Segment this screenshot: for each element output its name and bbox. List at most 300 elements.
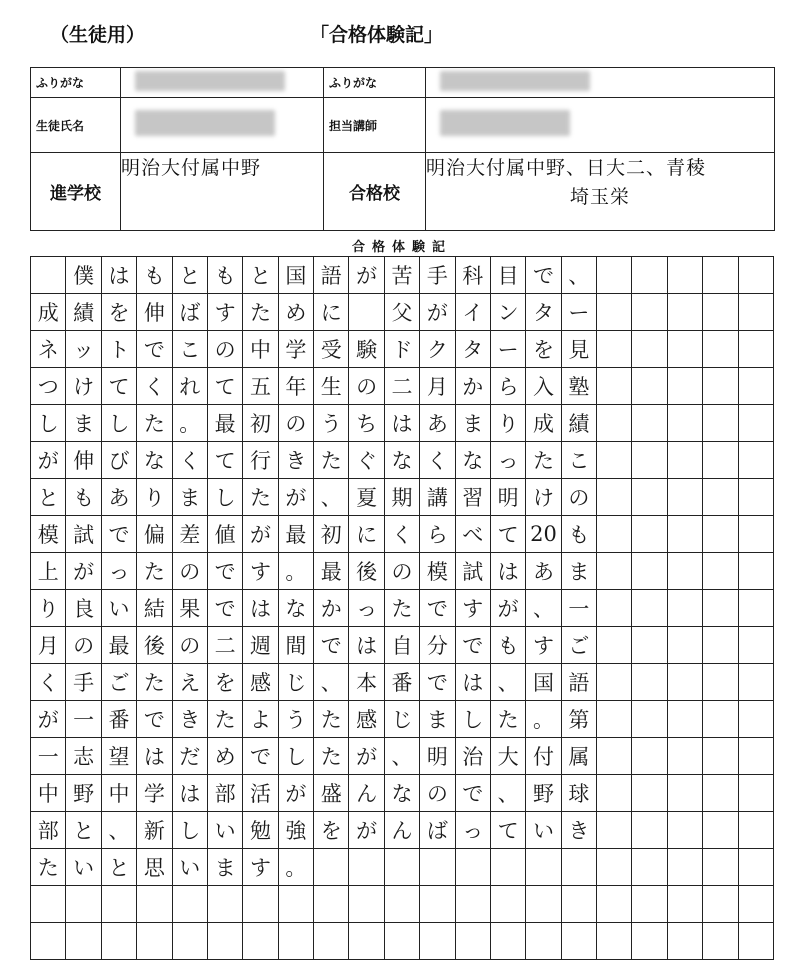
grid-cell: が (279, 479, 314, 516)
grid-cell: 付 (526, 738, 561, 775)
grid-cell: て (102, 368, 137, 405)
grid-cell (420, 849, 455, 886)
grid-cell (279, 886, 314, 923)
grid-cell: 。 (526, 701, 561, 738)
grid-cell (597, 627, 632, 664)
grid-cell: 間 (279, 627, 314, 664)
grid-cell (632, 553, 667, 590)
grid-cell (739, 553, 774, 590)
grid-cell: す (243, 849, 278, 886)
grid-cell: を (526, 331, 561, 368)
grid-cell (562, 923, 597, 960)
grid-cell (668, 701, 703, 738)
grid-cell: く (173, 442, 208, 479)
grid-cell: っ (491, 442, 526, 479)
grid-cell: か (456, 368, 491, 405)
grid-cell: タ (456, 331, 491, 368)
grid-cell: は (385, 405, 420, 442)
grid-cell (739, 331, 774, 368)
grid-cell (597, 590, 632, 627)
grid-cell (703, 442, 738, 479)
grid-cell: い (208, 812, 243, 849)
grid-cell (739, 516, 774, 553)
grid-cell (668, 331, 703, 368)
grid-cell: ぐ (349, 442, 384, 479)
grid-cell: 一 (562, 590, 597, 627)
grid-cell: 二 (385, 368, 420, 405)
grid-cell: た (314, 738, 349, 775)
grid-cell: の (279, 405, 314, 442)
grid-cell: 明 (491, 479, 526, 516)
grid-cell: で (456, 627, 491, 664)
grid-cell (739, 257, 774, 294)
grid-cell: ら (420, 516, 455, 553)
grid-cell: ま (420, 701, 455, 738)
grid-cell (491, 849, 526, 886)
grid-cell (349, 886, 384, 923)
grid-cell (739, 664, 774, 701)
grid-cell: く (31, 664, 66, 701)
grid-cell (456, 886, 491, 923)
grid-cell (456, 923, 491, 960)
grid-cell (703, 812, 738, 849)
grid-cell (597, 923, 632, 960)
grid-cell: も (562, 516, 597, 553)
grid-cell: だ (173, 738, 208, 775)
grid-cell (703, 775, 738, 812)
teacher-furigana-redacted (426, 68, 775, 98)
grid-cell: 中 (243, 331, 278, 368)
grid-cell: で (526, 257, 561, 294)
grid-cell (597, 775, 632, 812)
teacher-name-redacted (426, 98, 775, 153)
grid-cell: ッ (66, 331, 101, 368)
grid-cell (562, 886, 597, 923)
grid-cell: が (491, 590, 526, 627)
grid-cell: 結 (137, 590, 172, 627)
grid-cell: 差 (173, 516, 208, 553)
grid-cell: 年 (279, 368, 314, 405)
grid-cell: 月 (31, 627, 66, 664)
grid-cell (526, 849, 561, 886)
grid-cell: け (526, 479, 561, 516)
grid-cell: 、 (314, 479, 349, 516)
grid-cell: で (208, 553, 243, 590)
grid-cell (314, 886, 349, 923)
grid-cell (668, 257, 703, 294)
grid-cell: な (279, 590, 314, 627)
grid-cell: 最 (279, 516, 314, 553)
grid-cell: た (208, 701, 243, 738)
grid-cell (703, 553, 738, 590)
grid-cell (314, 923, 349, 960)
grid-cell: の (562, 479, 597, 516)
grid-cell: き (173, 701, 208, 738)
grid-cell: 績 (562, 405, 597, 442)
grid-cell: と (243, 257, 278, 294)
grid-cell: 、 (314, 664, 349, 701)
grid-cell: 科 (456, 257, 491, 294)
grid-cell (703, 294, 738, 331)
grid-cell: 生 (314, 368, 349, 405)
grid-cell: 、 (491, 775, 526, 812)
grid-cell: と (102, 849, 137, 886)
grid-cell (597, 516, 632, 553)
grid-cell: て (208, 368, 243, 405)
grid-cell (668, 775, 703, 812)
grid-cell: は (243, 590, 278, 627)
grid-cell: 語 (314, 257, 349, 294)
grid-cell (668, 664, 703, 701)
info-table (30, 67, 775, 231)
grid-cell (597, 257, 632, 294)
grid-cell: 験 (349, 331, 384, 368)
grid-cell: き (562, 812, 597, 849)
grid-cell: 明 (420, 738, 455, 775)
student-furigana-label: ふりがな (31, 68, 121, 98)
grid-cell: 球 (562, 775, 597, 812)
passed-school-line2: 埼玉栄 (569, 186, 630, 208)
grid-cell: 中 (102, 775, 137, 812)
grid-cell: 盛 (314, 775, 349, 812)
grid-cell: で (314, 627, 349, 664)
grid-cell: で (102, 516, 137, 553)
grid-cell (597, 738, 632, 775)
grid-cell: 新 (137, 812, 172, 849)
grid-cell: が (279, 775, 314, 812)
grid-cell: 入 (526, 368, 561, 405)
grid-cell: に (314, 294, 349, 331)
grid-cell: す (456, 590, 491, 627)
grid-cell (739, 775, 774, 812)
grid-cell: し (102, 405, 137, 442)
grid-cell: イ (456, 294, 491, 331)
grid-cell: た (137, 405, 172, 442)
grid-cell: 中 (31, 775, 66, 812)
grid-cell (739, 405, 774, 442)
grid-cell: の (349, 368, 384, 405)
grid-cell (703, 368, 738, 405)
grid-cell: は (137, 738, 172, 775)
grid-cell: 月 (420, 368, 455, 405)
grid-cell (632, 257, 667, 294)
grid-cell: つ (31, 368, 66, 405)
grid-cell: ま (66, 405, 101, 442)
student-name-label: 生徒氏名 (31, 98, 121, 153)
grid-cell: で (137, 701, 172, 738)
grid-cell (137, 923, 172, 960)
grid-cell: タ (526, 294, 561, 331)
grid-cell: 最 (314, 553, 349, 590)
school-value: 明治大付属中野 (121, 153, 324, 231)
grid-cell: じ (385, 701, 420, 738)
grid-cell (703, 738, 738, 775)
grid-cell: 、 (491, 664, 526, 701)
grid-cell: の (385, 553, 420, 590)
grid-cell (632, 627, 667, 664)
grid-cell: た (137, 664, 172, 701)
grid-cell (31, 257, 66, 294)
grid-cell: を (102, 294, 137, 331)
grid-cell (420, 886, 455, 923)
grid-cell (314, 849, 349, 886)
grid-cell: が (420, 294, 455, 331)
grid-cell: で (456, 775, 491, 812)
grid-cell (703, 331, 738, 368)
grid-cell: た (385, 590, 420, 627)
grid-cell (668, 627, 703, 664)
grid-cell (668, 405, 703, 442)
grid-cell (597, 479, 632, 516)
grid-cell (632, 590, 667, 627)
grid-cell: あ (526, 553, 561, 590)
grid-cell: 学 (279, 331, 314, 368)
grid-cell: 最 (208, 405, 243, 442)
grid-cell: 勉 (243, 812, 278, 849)
grid-cell (703, 849, 738, 886)
grid-cell: 夏 (349, 479, 384, 516)
grid-cell (632, 775, 667, 812)
grid-cell (597, 812, 632, 849)
grid-cell: 国 (279, 257, 314, 294)
grid-cell (526, 923, 561, 960)
grid-cell: の (420, 775, 455, 812)
grid-cell (31, 886, 66, 923)
grid-cell: ば (173, 294, 208, 331)
grid-cell: べ (456, 516, 491, 553)
grid-cell: 番 (385, 664, 420, 701)
grid-cell (668, 738, 703, 775)
grid-cell: 五 (243, 368, 278, 405)
grid-cell (703, 701, 738, 738)
grid-cell: 模 (31, 516, 66, 553)
grid-cell (703, 590, 738, 627)
grid-cell: 行 (243, 442, 278, 479)
grid-cell: た (314, 701, 349, 738)
grid-cell (668, 442, 703, 479)
grid-cell: う (314, 405, 349, 442)
grid-cell (66, 923, 101, 960)
passed-school-label: 合格校 (324, 153, 426, 231)
grid-cell: ト (102, 331, 137, 368)
grid-cell: 二 (208, 627, 243, 664)
grid-cell: ー (491, 331, 526, 368)
grid-cell: 偏 (137, 516, 172, 553)
grid-cell: が (66, 553, 101, 590)
grid-cell (632, 701, 667, 738)
grid-cell (632, 479, 667, 516)
grid-cell (526, 886, 561, 923)
grid-cell: の (173, 627, 208, 664)
grid-cell (208, 886, 243, 923)
grid-cell: ん (385, 812, 420, 849)
grid-cell (703, 886, 738, 923)
grid-cell: 、 (526, 590, 561, 627)
grid-cell: 番 (102, 701, 137, 738)
grid-cell: 習 (456, 479, 491, 516)
grid-cell: 一 (31, 738, 66, 775)
grid-cell (632, 812, 667, 849)
grid-cell: ま (173, 479, 208, 516)
grid-cell (739, 590, 774, 627)
grid-cell: い (102, 590, 137, 627)
grid-cell: 、 (385, 738, 420, 775)
grid-cell: く (385, 516, 420, 553)
grid-cell (385, 923, 420, 960)
grid-cell: す (208, 294, 243, 331)
grid-cell: が (349, 812, 384, 849)
grid-cell (66, 886, 101, 923)
grid-cell: 値 (208, 516, 243, 553)
grid-cell: 初 (314, 516, 349, 553)
grid-cell (597, 294, 632, 331)
grid-cell: た (491, 701, 526, 738)
grid-cell (597, 368, 632, 405)
grid-cell (243, 923, 278, 960)
grid-cell: 果 (173, 590, 208, 627)
grid-cell: た (137, 553, 172, 590)
grid-cell: 。 (279, 553, 314, 590)
grid-cell: が (349, 738, 384, 775)
grid-cell: た (243, 294, 278, 331)
grid-cell: 最 (102, 627, 137, 664)
grid-cell: は (491, 553, 526, 590)
grid-cell: し (31, 405, 66, 442)
grid-cell: ら (491, 368, 526, 405)
grid-cell: 塾 (562, 368, 597, 405)
passed-school-line1: 明治大付属中野、日大二、青稜 (426, 157, 707, 179)
grid-cell: 望 (102, 738, 137, 775)
grid-cell (173, 886, 208, 923)
grid-cell (668, 590, 703, 627)
grid-cell: 強 (279, 812, 314, 849)
grid-cell: ネ (31, 331, 66, 368)
grid-cell: 伸 (66, 442, 101, 479)
grid-cell: も (137, 257, 172, 294)
grid-cell: し (456, 701, 491, 738)
grid-cell: 良 (66, 590, 101, 627)
grid-cell (597, 664, 632, 701)
grid-cell: が (31, 442, 66, 479)
grid-cell (703, 516, 738, 553)
grid-cell (632, 886, 667, 923)
grid-cell (632, 516, 667, 553)
grid-cell: は (102, 257, 137, 294)
grid-cell (102, 886, 137, 923)
grid-cell (456, 849, 491, 886)
grid-cell: く (137, 368, 172, 405)
grid-cell: こ (562, 442, 597, 479)
grid-cell (668, 479, 703, 516)
grid-cell: れ (173, 368, 208, 405)
grid-cell (349, 923, 384, 960)
grid-cell: 学 (137, 775, 172, 812)
grid-cell (597, 442, 632, 479)
grid-cell: 。 (279, 849, 314, 886)
grid-cell: ち (349, 405, 384, 442)
grid-cell (632, 368, 667, 405)
grid-cell: 伸 (137, 294, 172, 331)
grid-cell: っ (456, 812, 491, 849)
grid-cell: 自 (385, 627, 420, 664)
grid-cell: で (420, 664, 455, 701)
grid-cell: ご (562, 627, 597, 664)
student-furigana-redacted (121, 68, 324, 98)
grid-cell: を (314, 812, 349, 849)
grid-cell: し (279, 738, 314, 775)
grid-cell: で (243, 738, 278, 775)
grid-cell (420, 923, 455, 960)
grid-cell (739, 738, 774, 775)
manuscript-grid (30, 256, 774, 960)
grid-cell: 週 (243, 627, 278, 664)
grid-cell (632, 664, 667, 701)
grid-cell: い (526, 812, 561, 849)
grid-cell (597, 701, 632, 738)
grid-cell (739, 923, 774, 960)
grid-cell: っ (102, 553, 137, 590)
grid-cell: じ (279, 664, 314, 701)
grid-cell (703, 627, 738, 664)
grid-cell (632, 405, 667, 442)
grid-cell (31, 923, 66, 960)
grid-cell: 僕 (66, 257, 101, 294)
grid-cell (385, 849, 420, 886)
grid-cell: ま (562, 553, 597, 590)
grid-cell: 。 (173, 405, 208, 442)
grid-cell: 本 (349, 664, 384, 701)
grid-cell: で (137, 331, 172, 368)
grid-cell: け (66, 368, 101, 405)
grid-cell: 試 (456, 553, 491, 590)
grid-cell (597, 849, 632, 886)
grid-cell: あ (102, 479, 137, 516)
grid-cell (668, 886, 703, 923)
grid-cell: ド (385, 331, 420, 368)
grid-cell (703, 923, 738, 960)
grid-cell (208, 923, 243, 960)
grid-cell (279, 923, 314, 960)
grid-cell (632, 849, 667, 886)
grid-cell (632, 294, 667, 331)
grid-cell: と (173, 257, 208, 294)
grid-cell: と (31, 479, 66, 516)
grid-cell: く (420, 442, 455, 479)
grid-cell (173, 923, 208, 960)
grid-cell: 手 (420, 257, 455, 294)
grid-cell: 部 (208, 775, 243, 812)
essay-title: 合格体験記 (351, 240, 452, 255)
grid-cell: 語 (562, 664, 597, 701)
grid-cell (668, 553, 703, 590)
grid-cell (597, 405, 632, 442)
grid-cell (243, 886, 278, 923)
grid-cell: ば (420, 812, 455, 849)
grid-cell: も (66, 479, 101, 516)
school-label: 進学校 (31, 153, 121, 231)
grid-cell: 見 (562, 331, 597, 368)
grid-cell: て (208, 442, 243, 479)
grid-cell: な (385, 442, 420, 479)
grid-cell: 分 (420, 627, 455, 664)
grid-cell: ん (349, 775, 384, 812)
grid-cell: め (208, 738, 243, 775)
grid-cell: て (491, 812, 526, 849)
grid-cell: ク (420, 331, 455, 368)
grid-cell: い (66, 849, 101, 886)
grid-cell: は (173, 775, 208, 812)
student-use-label: （生徒用） (50, 24, 146, 46)
